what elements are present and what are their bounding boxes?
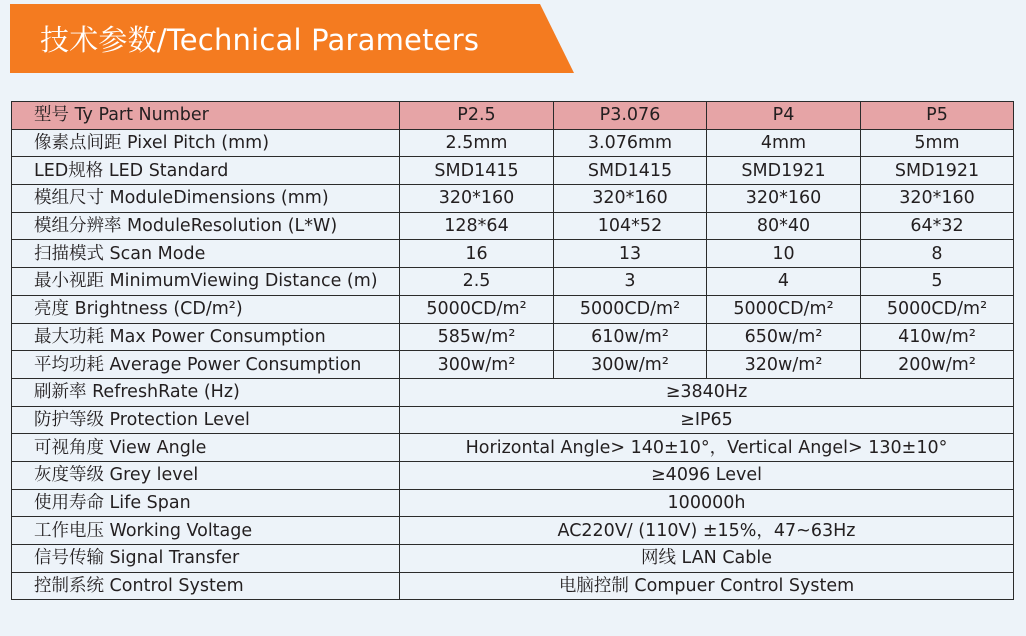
spec-table bbox=[11, 101, 1014, 600]
cell-value: 电脑控制 Compuer Control System bbox=[400, 572, 1014, 600]
cell-value: ≥IP65 bbox=[400, 406, 1014, 434]
cell-value: 5000CD/m² bbox=[400, 295, 554, 323]
header-model: P2.5 bbox=[400, 102, 554, 130]
table-row bbox=[12, 406, 1014, 434]
cell-value: 650w/m² bbox=[707, 323, 861, 351]
cell-value: 5000CD/m² bbox=[707, 295, 861, 323]
row-label: 模组尺寸 ModuleDimensions (mm) bbox=[12, 185, 400, 213]
cell-value: 2.5 bbox=[400, 268, 554, 296]
table-row bbox=[12, 295, 1014, 323]
cell-value: SMD1921 bbox=[707, 157, 861, 185]
row-label: 可视角度 View Angle bbox=[12, 434, 400, 462]
row-label: 最小视距 MinimumViewing Distance (m) bbox=[12, 268, 400, 296]
row-label: 亮度 Brightness (CD/m²) bbox=[12, 295, 400, 323]
row-label: LED规格 LED Standard bbox=[12, 157, 400, 185]
table-row bbox=[12, 434, 1014, 462]
row-label: 信号传输 Signal Transfer bbox=[12, 545, 400, 573]
row-label: 灰度等级 Grey level bbox=[12, 461, 400, 489]
table-row bbox=[12, 185, 1014, 213]
cell-value: Horizontal Angle> 140±10°，Vertical Angel> 130±10° bbox=[400, 434, 1014, 462]
cell-value: 300w/m² bbox=[400, 351, 554, 379]
cell-value: 10 bbox=[707, 240, 861, 268]
cell-value: 300w/m² bbox=[554, 351, 707, 379]
cell-value: 4mm bbox=[707, 129, 861, 157]
cell-value: 3 bbox=[554, 268, 707, 296]
table-row bbox=[12, 351, 1014, 379]
row-label: 防护等级 Protection Level bbox=[12, 406, 400, 434]
cell-value: 100000h bbox=[400, 489, 1014, 517]
table-row bbox=[12, 212, 1014, 240]
cell-value: 128*64 bbox=[400, 212, 554, 240]
cell-value: 16 bbox=[400, 240, 554, 268]
cell-value: 320*160 bbox=[554, 185, 707, 213]
cell-value: SMD1921 bbox=[861, 157, 1014, 185]
table-row bbox=[12, 268, 1014, 296]
cell-value: 320*160 bbox=[400, 185, 554, 213]
cell-value: 320w/m² bbox=[707, 351, 861, 379]
cell-value: 5mm bbox=[861, 129, 1014, 157]
table-row bbox=[12, 461, 1014, 489]
cell-value: 13 bbox=[554, 240, 707, 268]
title-banner bbox=[10, 4, 574, 73]
header-model: P5 bbox=[861, 102, 1014, 130]
cell-value: 5000CD/m² bbox=[554, 295, 707, 323]
table-row bbox=[12, 240, 1014, 268]
header-label: 型号 Ty Part Number bbox=[12, 102, 400, 130]
cell-value: 4 bbox=[707, 268, 861, 296]
cell-value: 网线 LAN Cable bbox=[400, 545, 1014, 573]
cell-value: 585w/m² bbox=[400, 323, 554, 351]
cell-value: 200w/m² bbox=[861, 351, 1014, 379]
row-label: 工作电压 Working Voltage bbox=[12, 517, 400, 545]
row-label: 刷新率 RefreshRate (Hz) bbox=[12, 378, 400, 406]
cell-value: 3.076mm bbox=[554, 129, 707, 157]
cell-value: 2.5mm bbox=[400, 129, 554, 157]
cell-value: 610w/m² bbox=[554, 323, 707, 351]
row-label: 像素点间距 Pixel Pitch (mm) bbox=[12, 129, 400, 157]
page-title: 技术参数/Technical Parameters bbox=[40, 23, 480, 57]
table-row bbox=[12, 129, 1014, 157]
row-label: 使用寿命 Life Span bbox=[12, 489, 400, 517]
table-row bbox=[12, 378, 1014, 406]
row-label: 最大功耗 Max Power Consumption bbox=[12, 323, 400, 351]
header-model: P4 bbox=[707, 102, 861, 130]
table-row bbox=[12, 157, 1014, 185]
spec-table-body bbox=[12, 102, 1014, 600]
table-row bbox=[12, 489, 1014, 517]
cell-value: 5 bbox=[861, 268, 1014, 296]
cell-value: 410w/m² bbox=[861, 323, 1014, 351]
cell-value: ≥3840Hz bbox=[400, 378, 1014, 406]
header-model: P3.076 bbox=[554, 102, 707, 130]
cell-value: AC220V/ (110V) ±15%，47~63Hz bbox=[400, 517, 1014, 545]
row-label: 控制系统 Control System bbox=[12, 572, 400, 600]
cell-value: 80*40 bbox=[707, 212, 861, 240]
cell-value: 320*160 bbox=[861, 185, 1014, 213]
table-header-row bbox=[12, 102, 1014, 130]
cell-value: 104*52 bbox=[554, 212, 707, 240]
cell-value: SMD1415 bbox=[400, 157, 554, 185]
cell-value: 5000CD/m² bbox=[861, 295, 1014, 323]
cell-value: ≥4096 Level bbox=[400, 461, 1014, 489]
row-label: 扫描模式 Scan Mode bbox=[12, 240, 400, 268]
cell-value: SMD1415 bbox=[554, 157, 707, 185]
row-label: 平均功耗 Average Power Consumption bbox=[12, 351, 400, 379]
row-label: 模组分辨率 ModuleResolution (L*W) bbox=[12, 212, 400, 240]
table-row bbox=[12, 517, 1014, 545]
cell-value: 64*32 bbox=[861, 212, 1014, 240]
table-row bbox=[12, 572, 1014, 600]
cell-value: 8 bbox=[861, 240, 1014, 268]
table-row bbox=[12, 323, 1014, 351]
table-row bbox=[12, 545, 1014, 573]
cell-value: 320*160 bbox=[707, 185, 861, 213]
